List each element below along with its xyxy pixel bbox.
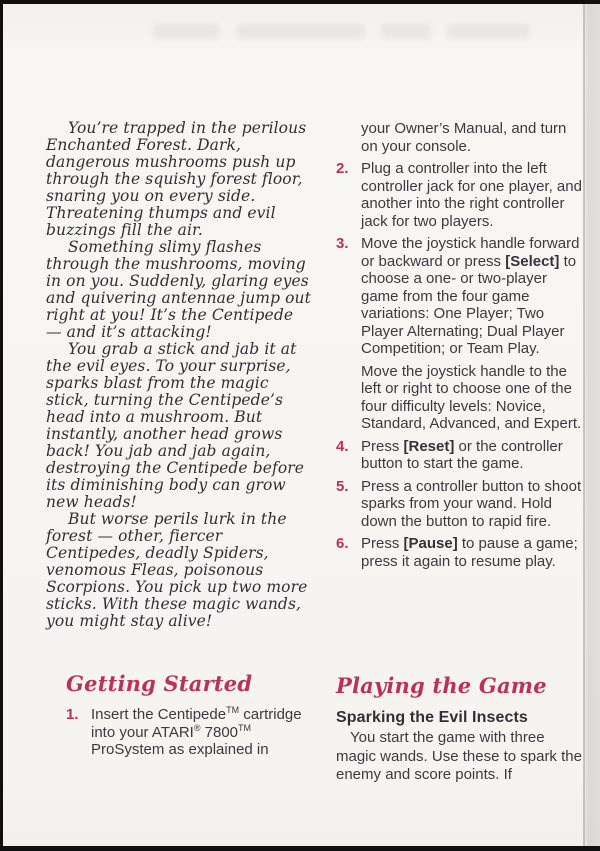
numbered-step [336,478,584,531]
story-paragraph: But worse perils lurk in the forest — other, fiercer Centipedes, deadly Spiders, venomous Fleas, poisonous Scorpions. You pick up two more sticks. With these magic wands, you might stay alive! [46,510,308,630]
step-number [336,120,361,155]
numbered-step [336,438,584,473]
playing-body-paragraph: You start the game with three magic wands. Use these to spark the enemy and score points. If [336,729,582,783]
right-column [336,120,584,783]
numbered-step [336,363,584,433]
step-text: Insert the Centipede™ cartridge into your ATARI® 7800™ ProSystem as explained in [91,705,302,758]
step-text: Move the joystick handle to the left or right to choose one of the four difficulty levels: Novice, Standard, Advanced, and Expert. [361,362,582,432]
numbered-step [336,235,584,358]
left-column [46,119,312,758]
step-number [336,363,361,433]
getting-started-section [46,672,312,764]
story-section [46,120,312,630]
getting-started-heading: Getting Started [66,671,253,696]
getting-started-steps [66,706,312,759]
bleedthrough-ghost-text [153,19,530,43]
numbered-step [66,706,312,759]
setup-steps [336,120,584,570]
step-number: 5. [336,477,349,495]
step-text: Press a controller button to shoot sparks from your wand. Hold down the button to rapid fire. [361,477,582,530]
step-text: Press [Reset] or the controller button to start the game. [361,437,563,472]
numbered-step [336,535,584,570]
story-paragraph: You’re trapped in the perilous Enchanted Forest. Dark, dangerous mushrooms push up through the squishy forest floor, snaring you on every side. Threatening thumps and evil buzzings fill the air. [46,119,307,239]
step-text: Move the joystick handle forward or backward or press [Select] to choose a one- or two-player game from the four game variations: One Player; Two Player Alternating; Dual Player Competition; or Team Play. [361,235,580,357]
page-edge-shadow [583,4,600,846]
story-paragraph: You grab a stick and jab it at the evil eyes. To your surprise, sparks blast from the magic stick, turning the Centipede’s head into a mushroom. But instantly, another head grows back! You jab and jab again, destroying the Centipede before its diminishing body can grow new heads! [46,340,305,511]
step-number: 3. [336,235,349,252]
step-number: 1. [66,706,79,723]
numbered-step [336,120,584,155]
step-number: 2. [336,160,349,177]
story-paragraph: Something slimy flashes through the mushrooms, moving in on you. Suddenly, glaring eyes and quivering antennae jump out right at you! It’s the Centipede — and it’s attacking! [46,238,311,341]
step-text: Plug a controller into the left controller jack for one player, and another into the right controller jack for two players. [361,160,582,230]
step-number: 6. [336,535,349,552]
step-number: 4. [336,437,349,455]
step-text: your Owner’s Manual, and turn on your console. [361,120,567,155]
step-text: Press [Pause] to pause a game; press it again to resume play. [361,535,578,570]
sparking-the-evil-insects-subheading: Sparking the Evil Insects [336,709,528,726]
playing-the-game-heading: Playing the Game [336,673,547,698]
numbered-step [336,160,584,230]
manual-page [3,4,600,846]
playing-the-game-section [336,674,584,785]
